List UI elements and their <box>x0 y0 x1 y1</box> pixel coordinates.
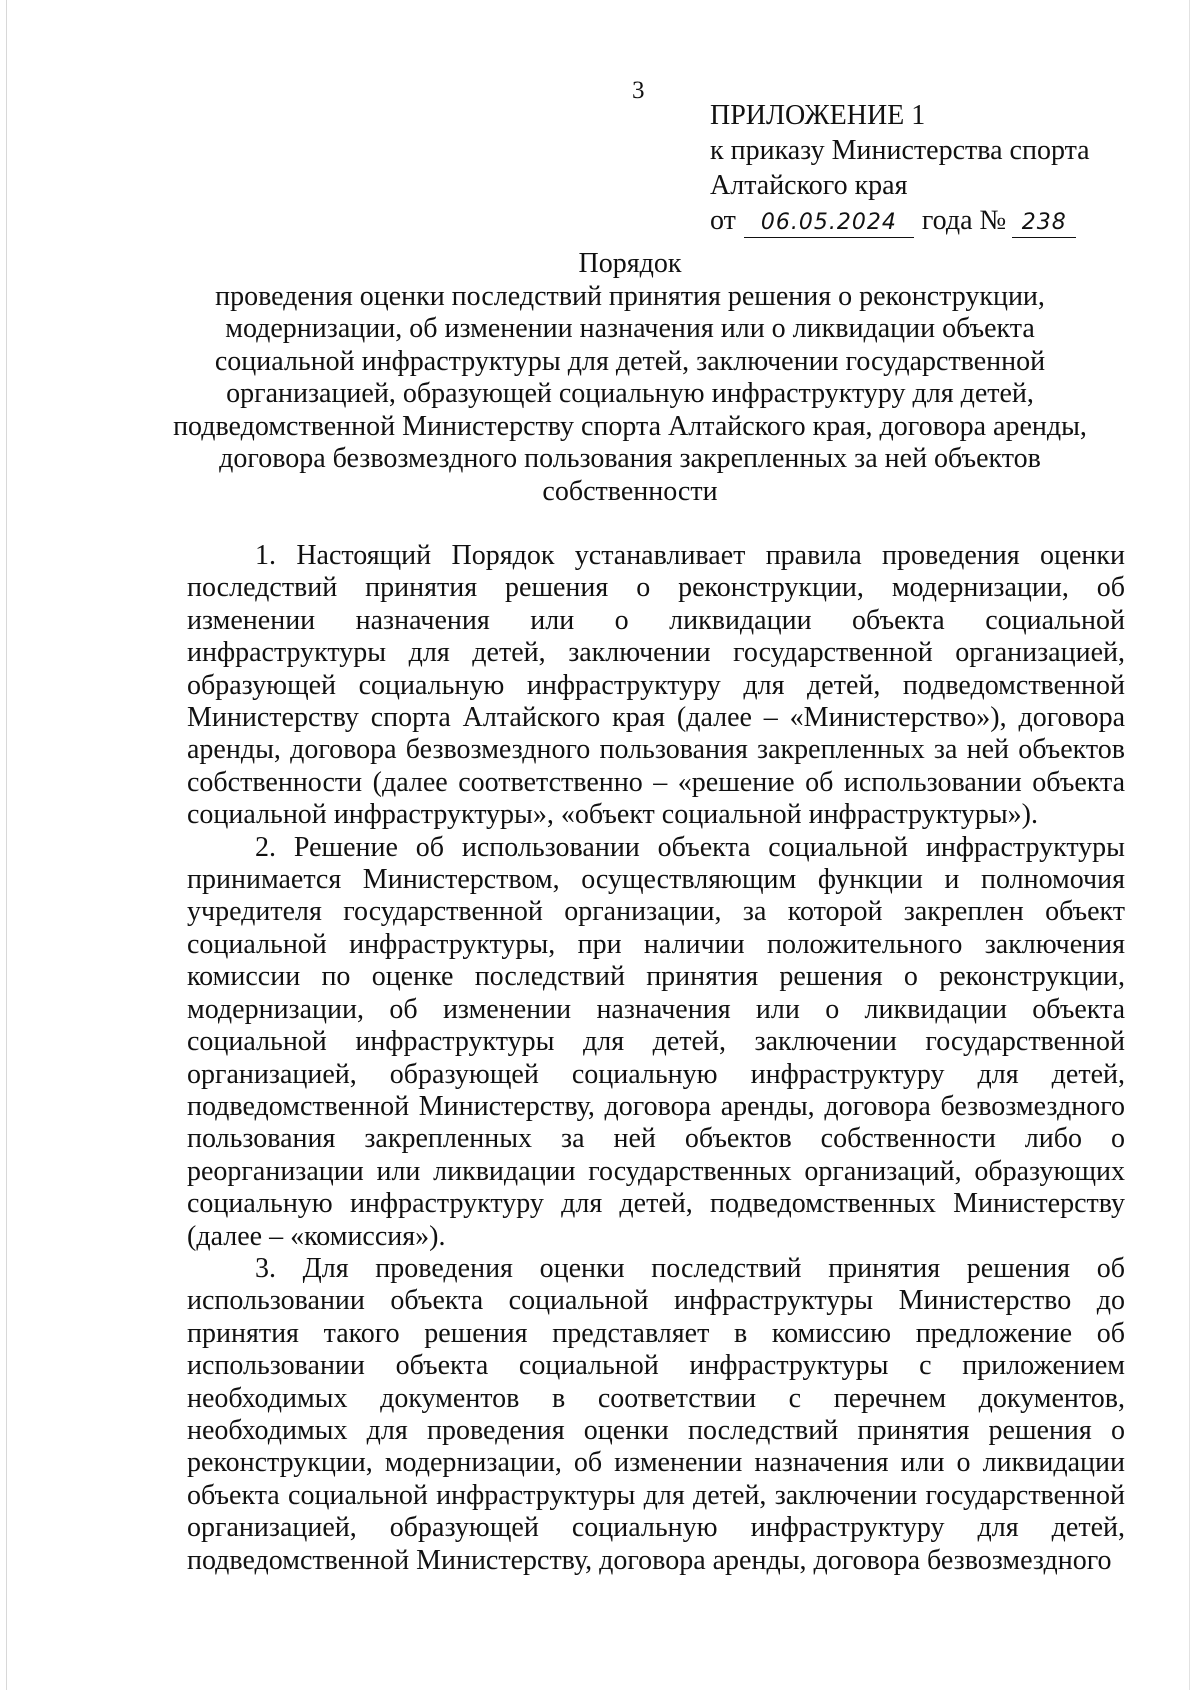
from-label: от <box>710 205 736 236</box>
title-heading: Порядок <box>578 248 682 279</box>
document-title <box>150 248 1110 508</box>
title-line: социальной инфраструктуры для детей, заключении государственной <box>214 345 1046 377</box>
attachment-order-line: к приказу Министерства спорта <box>710 135 1090 166</box>
scan-edge-right <box>1189 0 1190 1690</box>
handwritten-order-number: 238 <box>1012 209 1076 238</box>
attachment-date-line <box>710 203 1090 238</box>
attachment-region-line: Алтайского края <box>710 170 908 201</box>
document-body <box>187 540 1125 1577</box>
title-line: проведения оценки последствий принятия решения о реконструкции, <box>215 280 1045 312</box>
scan-edge-left <box>6 0 7 1690</box>
title-line: договора безвозмездного пользования закрепленных за ней объектов <box>219 443 1041 474</box>
title-line: организацией, образующей социальную инфраструктуру для детей, <box>226 378 1034 409</box>
attachment-header <box>710 98 1090 238</box>
page-number: 3 <box>632 77 645 104</box>
paragraph-1: 1. Настоящий Порядок устанавливает правила проведения оценки последствий принятия решения о реконструкции, модернизации, об изменении назначения или о ликвидации объекта социальной инфраструктуры для детей, заключении государственной организацией, образующей социальную инфраструктуру для детей, подведомственной Министерству спорта Алтайского края (далее – «Министерство»), договора аренды, договора безвозмездного пользования закрепленных за ней объектов собственности (далее соответственно – «решение об использовании объекта социальной инфраструктуры», «объект социальной инфраструктуры»). <box>187 540 1125 831</box>
paragraph-3: 3. Для проведения оценки последствий принятия решения об использовании объекта социальной инфраструктуры Министерство до принятия такого решения представляет в комиссию предложение об использовании объекта социальной инфраструктуры с приложением необходимых документов в соответствии с перечнем документов, необходимых для проведения оценки последствий принятия решения о реконструкции, модернизации, об изменении назначения или о ликвидации объекта социальной инфраструктуры для детей, заключении государственной организацией, образующей социальную инфраструктуру для детей, подведомственной Министерству, договора аренды, договора безвозмездного <box>187 1252 1125 1576</box>
handwritten-date: 06.05.2024 <box>744 209 914 238</box>
attachment-title: ПРИЛОЖЕНИЕ 1 <box>710 100 926 131</box>
title-line: собственности <box>542 475 718 507</box>
paragraph-2: 2. Решение об использовании объекта социальной инфраструктуры принимается Министерством, осуществляющим функции и полномочия учредителя государственной организации, за которой закреплен объект социальной инфраструктуры, при наличии положительного заключения комиссии по оценке последствий принятия решения о реконструкции, модернизации, об изменении назначения или о ликвидации объекта социальной инфраструктуры для детей, заключении государственной организацией, образующей социальную инфраструктуру для детей, подведомственной Министерству, договора аренды, договора безвозмездного пользования закрепленных за ней объектов собственности либо о реорганизации или ликвидации государственных организаций, образующих социальную инфраструктуру для детей, подведомственных Министерству (далее – «комиссия»). <box>187 831 1125 1252</box>
year-number-label: года № <box>921 205 1007 236</box>
title-line: модернизации, об изменении назначения или о ликвидации объекта <box>225 313 1035 344</box>
title-line: подведомственной Министерству спорта Алтайского края, договора аренды, <box>173 410 1087 442</box>
